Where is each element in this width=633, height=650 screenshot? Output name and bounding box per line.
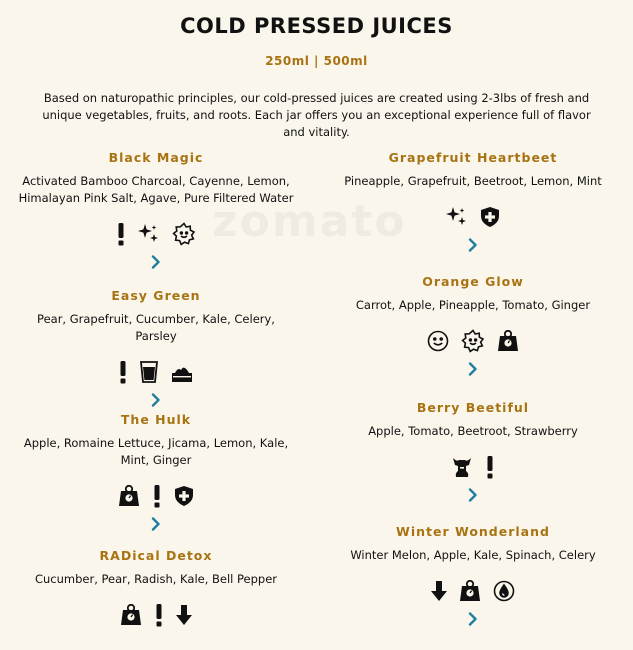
sparkles-icon: [138, 223, 160, 245]
weight-icon: [459, 580, 481, 602]
exclamation-icon: [118, 360, 128, 384]
item-name: RADical Detox: [99, 548, 213, 563]
item-ingredients: Cucumber, Pear, Radish, Kale, Bell Pepper: [34, 572, 278, 586]
expand-chevron[interactable]: [323, 488, 623, 502]
benefit-icons: [6, 602, 306, 628]
body-icon: [451, 456, 473, 478]
expand-chevron[interactable]: [323, 362, 623, 376]
expand-chevron[interactable]: [323, 238, 623, 252]
glass-icon: [140, 361, 158, 383]
benefit-icons: [323, 454, 623, 480]
item-ingredients: Winter Melon, Apple, Kale, Spinach, Celery: [350, 548, 596, 562]
menu-item: [6, 412, 306, 548]
item-ingredients: Carrot, Apple, Pineapple, Tomato, Ginger: [355, 298, 591, 312]
exclamation-icon: [116, 222, 126, 246]
item-ingredients: Pear, Grapefruit, Cucumber, Kale, Celery, Parsley: [37, 312, 275, 343]
expand-chevron[interactable]: [6, 517, 306, 531]
tissue-box-icon: [170, 361, 194, 383]
chevron-right-icon[interactable]: [468, 612, 478, 626]
chevron-right-icon[interactable]: [151, 255, 161, 269]
chevron-right-icon[interactable]: [468, 362, 478, 376]
expand-chevron[interactable]: [6, 393, 306, 407]
menu-item: [323, 524, 623, 626]
benefit-icons: [6, 483, 306, 509]
item-name: Orange Glow: [422, 274, 524, 289]
item-name: Berry Beetiful: [416, 400, 530, 415]
item-name: Winter Wonderland: [396, 524, 550, 539]
smile-face-icon: [427, 330, 449, 352]
menu-item: [6, 548, 306, 628]
item-ingredients: Apple, Romaine Lettuce, Jicama, Lemon, Kale, Mint, Ginger: [23, 436, 289, 467]
size-options: 250ml | 500ml: [265, 54, 368, 68]
chevron-right-icon[interactable]: [468, 488, 478, 502]
drop-icon: [493, 580, 515, 602]
arrow-down-icon: [176, 604, 192, 626]
benefit-icons: [323, 328, 623, 354]
exclamation-icon: [154, 603, 164, 627]
weight-icon: [497, 330, 519, 352]
sun-face-icon: [172, 222, 196, 246]
menu-item: [323, 150, 623, 274]
weight-icon: [118, 485, 140, 507]
menu-item: [6, 150, 306, 288]
intro-text: Based on naturopathic principles, our cold-pressed juices are created using 2-3lbs of fresh and unique vegetables, fruits, and roots. Each jar offers you an exceptional experience full of flavor and vitality.: [42, 91, 591, 139]
menu-item: [323, 400, 623, 524]
item-ingredients: Activated Bamboo Charcoal, Cayenne, Lemon, Himalayan Pink Salt, Agave, Pure Filtered Water: [18, 174, 294, 205]
exclamation-icon: [152, 484, 162, 508]
expand-chevron[interactable]: [323, 612, 623, 626]
chevron-right-icon[interactable]: [468, 238, 478, 252]
shield-plus-icon: [480, 206, 500, 228]
item-ingredients: Pineapple, Grapefruit, Beetroot, Lemon, Mint: [344, 174, 602, 188]
shield-plus-icon: [174, 485, 194, 507]
benefit-icons: [323, 578, 623, 604]
item-name: Easy Green: [111, 288, 201, 303]
menu-item: [323, 274, 623, 400]
weight-icon: [120, 604, 142, 626]
expand-chevron[interactable]: [6, 255, 306, 269]
arrow-down-icon: [431, 580, 447, 602]
right-column: [323, 150, 623, 626]
left-column: [6, 150, 306, 628]
item-name: Black Magic: [108, 150, 204, 165]
benefit-icons: [6, 221, 306, 247]
chevron-right-icon[interactable]: [151, 517, 161, 531]
benefit-icons: [6, 359, 306, 385]
sun-face-icon: [461, 329, 485, 353]
exclamation-icon: [485, 455, 495, 479]
chevron-right-icon[interactable]: [151, 393, 161, 407]
menu-item: [6, 288, 306, 412]
item-name: The Hulk: [120, 412, 192, 427]
page-title: COLD PRESSED JUICES: [180, 14, 453, 38]
sparkles-icon: [446, 206, 468, 228]
benefit-icons: [323, 204, 623, 230]
item-name: Grapefruit Heartbeet: [388, 150, 558, 165]
item-ingredients: Apple, Tomato, Beetroot, Strawberry: [368, 424, 578, 438]
